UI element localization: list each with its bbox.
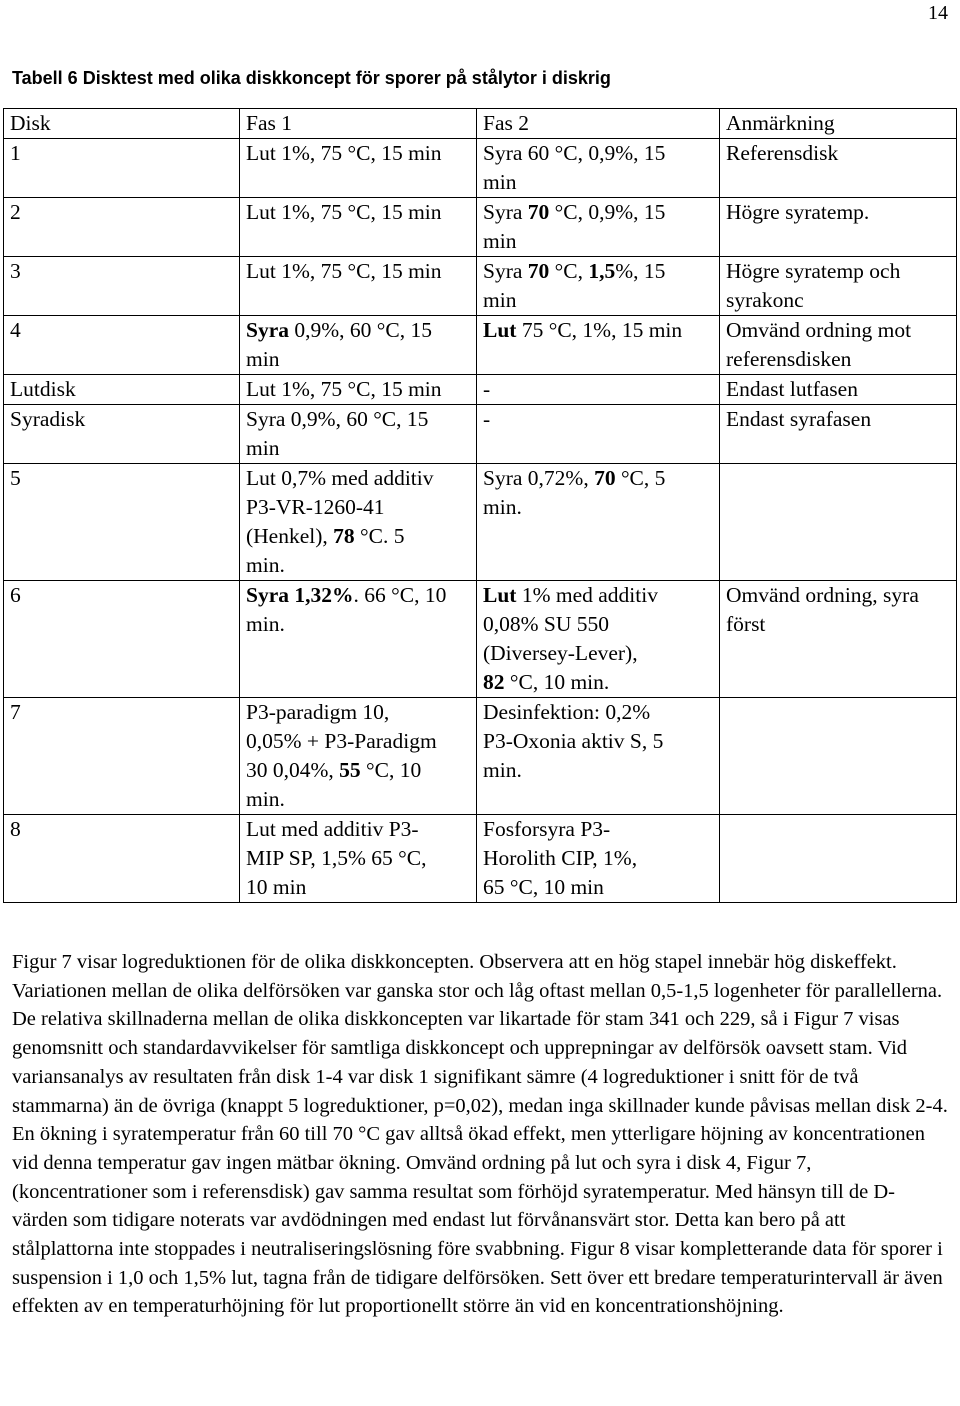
disk-cell: 2 [4,198,240,257]
disk-cell: 8 [4,815,240,903]
header-cell: Disk [4,109,240,139]
header-cell: Fas 1 [240,109,477,139]
remark-cell: Högre syratemp. [720,198,957,257]
remark-cell [720,815,957,903]
disk-cell: Syradisk [4,405,240,464]
fas1-cell: Lut med additiv P3- MIP SP, 1,5% 65 °C, 10 min [240,815,477,903]
disk-test-table [3,108,957,903]
header-cell: Anmärkning [720,109,957,139]
fas2-cell: - [477,405,720,464]
fas2-cell: Syra 60 °C, 0,9%, 15 min [477,139,720,198]
remark-cell: Referensdisk [720,139,957,198]
disk-cell: 7 [4,698,240,815]
fas2-cell: Lut 75 °C, 1%, 15 min [477,316,720,375]
disk-cell: 1 [4,139,240,198]
table-row [4,316,957,375]
table-caption: Tabell 6 Disktest med olika diskkoncept för sporer på stålytor i diskrig [12,68,611,88]
page-number: 14 [928,2,948,24]
disk-cell: 5 [4,464,240,581]
table-row [4,198,957,257]
fas1-cell: Syra 0,9%, 60 °C, 15 min [240,405,477,464]
table-row [4,405,957,464]
remark-cell [720,464,957,581]
fas2-cell: Desinfektion: 0,2% P3-Oxonia aktiv S, 5 min. [477,698,720,815]
fas1-cell: Syra 0,9%, 60 °C, 15 min [240,316,477,375]
fas2-cell: Lut 1% med additiv 0,08% SU 550 (Diversey-Lever), 82 °C, 10 min. [477,581,720,698]
table-body [4,139,957,903]
table-row [4,815,957,903]
remark-cell: Omvänd ordning mot referensdisken [720,316,957,375]
table-row [4,464,957,581]
fas2-cell: Fosforsyra P3- Horolith CIP, 1%, 65 °C, 10 min [477,815,720,903]
fas1-cell: Lut 1%, 75 °C, 15 min [240,198,477,257]
remark-cell: Endast lutfasen [720,375,957,405]
table-row [4,257,957,316]
remark-cell: Omvänd ordning, syra först [720,581,957,698]
fas2-cell: Syra 70 °C, 0,9%, 15 min [477,198,720,257]
header-cell: Fas 2 [477,109,720,139]
disk-cell: 6 [4,581,240,698]
remark-cell: Endast syrafasen [720,405,957,464]
fas2-cell: - [477,375,720,405]
fas1-cell: P3-paradigm 10, 0,05% + P3-Paradigm 30 0,04%, 55 °C, 10 min. [240,698,477,815]
fas2-cell: Syra 0,72%, 70 °C, 5 min. [477,464,720,581]
disk-cell: 3 [4,257,240,316]
fas1-cell: Lut 1%, 75 °C, 15 min [240,139,477,198]
body-paragraph: Figur 7 visar logreduktionen för de olika diskkoncepten. Observera att en hög stapel innebär hög diskeffekt. Variationen mellan de olika delförsöken var ganska stor och låg oftast mellan 0,5-1,5 logenheter för parallellerna. De relativa skillnaderna mellan de olika diskkoncepten var likartade för stam 341 och 229, så i Figur 7 visas genomsnitt och standardavvikelser för samtliga diskkoncept och upprepningar av delförsök oavsett stam. Vid variansanalys av resultaten från disk 1-4 var disk 1 signifikant sämre (4 logreduktioner i snitt för de två stammarna) än de övriga (knappt 5 logreduktioner, p=0,02), medan inga skillnader kunde påvisas mellan disk 2-4. En ökning i syratemperatur från 60 till 70 °C gav alltså ökad effekt, men ytterligare höjning av koncentrationen vid denna temperatur gav ingen mätbar ökning. Omvänd ordning på lut och syra i disk 4, Figur 7, (koncentrationer som i referensdisk) gav samma resultat som förhöjd syratemperatur. Med hänsyn till de D-värden som tidigare noterats var avdödningen med endast lut förvånansvärt stor. Detta kan bero på att stålplattorna inte stoppades i neutraliseringslösning före svabbning. Figur 8 visar kompletterande data för sporer i suspension i 1,0 och 1,5% lut, tagna från de tidigare delförsöken. Sett över ett bredare temperaturintervall är även effekten av en temperaturhöjning för lut proportionellt större än vid en koncentrationshöjning. [12,951,948,1318]
fas2-cell: Syra 70 °C, 1,5%, 15 min [477,257,720,316]
disk-cell: 4 [4,316,240,375]
disk-cell: Lutdisk [4,375,240,405]
table-row [4,698,957,815]
remark-cell [720,698,957,815]
table-header-row [4,109,957,139]
table-row [4,581,957,698]
fas1-cell: Lut 0,7% med additiv P3-VR-1260-41 (Henkel), 78 °C. 5 min. [240,464,477,581]
fas1-cell: Syra 1,32%. 66 °C, 10 min. [240,581,477,698]
table-row [4,139,957,198]
fas1-cell: Lut 1%, 75 °C, 15 min [240,257,477,316]
fas1-cell: Lut 1%, 75 °C, 15 min [240,375,477,405]
table-row [4,375,957,405]
remark-cell: Högre syratemp och syrakonc [720,257,957,316]
